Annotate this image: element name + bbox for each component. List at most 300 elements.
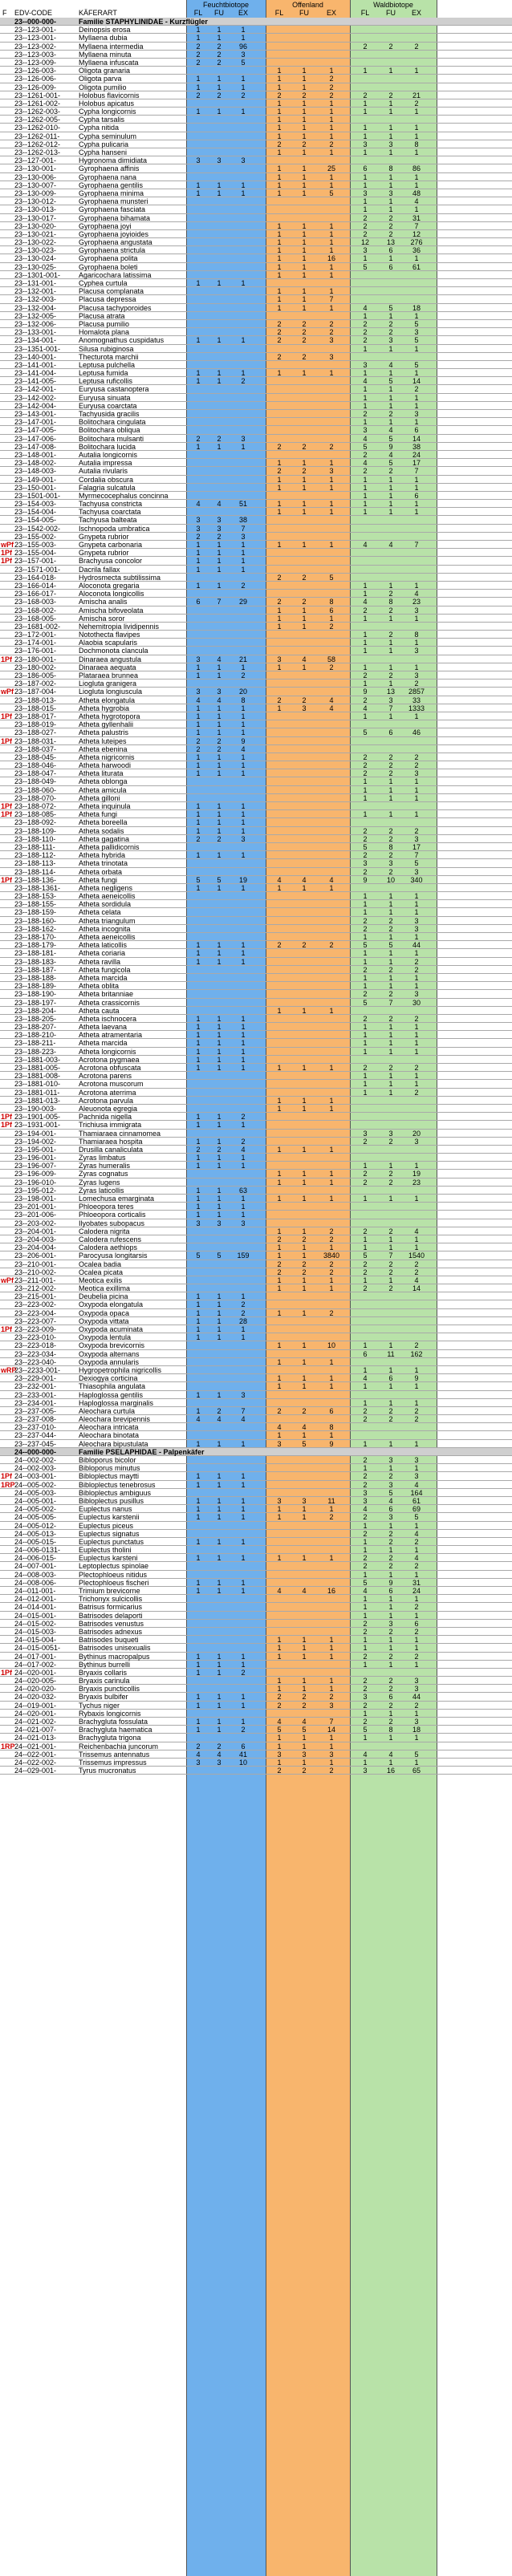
count-cell: 2 [388, 1268, 393, 1276]
table-row [0, 140, 512, 148]
count-cell: 2 [363, 1627, 368, 1636]
count-cell: 65 [412, 1767, 421, 1775]
count-cell: 4 [363, 1374, 368, 1383]
count-cell: 2 [363, 1178, 368, 1187]
edv-code: 23--1881-011- [14, 1088, 60, 1097]
count-cell: 2 [388, 590, 393, 598]
species-name: Gyrophaena joyioides [79, 229, 149, 238]
count-cell: 1 [302, 1195, 307, 1203]
count-cell: 1 [414, 900, 419, 909]
status-flag: 1Pf [1, 875, 13, 884]
edv-code: 23--132-001- [14, 287, 57, 296]
species-name: Atheta cauta [79, 1006, 120, 1015]
table-row [0, 345, 512, 353]
count-cell: 1 [217, 442, 221, 451]
count-cell: 1 [302, 270, 307, 279]
count-cell: 1 [241, 369, 246, 378]
count-cell: 1 [363, 647, 368, 655]
count-cell: 1 [414, 1734, 419, 1742]
edv-code: 23--1542-002- [14, 524, 61, 533]
count-cell: 1 [414, 181, 419, 189]
count-cell: 2 [302, 1268, 307, 1276]
count-cell: 2 [388, 319, 393, 328]
count-cell: 2 [388, 606, 393, 615]
table-row [0, 728, 512, 736]
edv-code: 23--237-010- [14, 1423, 57, 1432]
edv-code: 24--021-001- [14, 1742, 57, 1750]
species-name: Brachygluta fossulata [79, 1718, 148, 1726]
count-cell: 1 [196, 1203, 201, 1211]
species-name: Drusilla canaliculata [79, 1145, 144, 1154]
count-cell: 6 [414, 1619, 419, 1628]
species-name: Oligota granaria [79, 67, 131, 75]
count-cell: 1 [363, 124, 368, 132]
edv-code: 24--005-003- [14, 1488, 57, 1497]
edv-code: 23--188-188- [14, 973, 57, 982]
count-cell: 1 [363, 1546, 368, 1555]
edv-code: 23--154-003- [14, 500, 57, 509]
count-cell: 3 [414, 1677, 419, 1686]
count-cell: 1 [196, 957, 201, 966]
count-cell: 2 [414, 1088, 419, 1097]
count-cell: 1 [302, 1276, 307, 1284]
count-cell: 1 [277, 1006, 282, 1015]
count-cell: 4 [241, 1145, 246, 1154]
edv-code: 24--002-003- [14, 1464, 57, 1473]
species-name: Reichenbachia juncorum [79, 1742, 159, 1750]
count-cell: 1 [414, 933, 419, 941]
count-cell: 1 [241, 761, 246, 770]
species-name: Alaobia scapularis [79, 639, 138, 647]
count-cell: 1 [363, 1570, 368, 1579]
count-cell: 1 [277, 1513, 282, 1522]
table-row [0, 1276, 512, 1284]
count-cell: 1 [414, 1039, 419, 1048]
edv-code: 24--022-002- [14, 1758, 57, 1767]
species-name: Pachnida nigella [79, 1113, 132, 1122]
count-cell: 29 [238, 598, 247, 606]
species-name: Bibloplectus ambiguus [79, 1488, 152, 1497]
count-cell: 1 [241, 1055, 246, 1064]
count-cell: 1 [302, 238, 307, 247]
table-row [0, 761, 512, 769]
count-cell: 1 [302, 132, 307, 140]
species-name: Brachygluta haematica [79, 1726, 152, 1734]
species-name: Atheta harwoodi [79, 761, 132, 770]
table-row [0, 925, 512, 933]
count-cell: 1 [217, 34, 221, 43]
edv-code: 23--130-020- [14, 221, 57, 230]
edv-code: 23--188-211- [14, 1039, 56, 1048]
table-row [0, 83, 512, 91]
count-cell: 1 [414, 344, 419, 353]
species-name: Plectophloeus nitidus [79, 1570, 148, 1579]
count-cell: 24 [412, 450, 421, 459]
edv-code: 23--130-021- [14, 229, 57, 238]
count-cell: 2 [388, 410, 393, 418]
count-cell: 4 [388, 360, 393, 369]
count-cell: 2 [241, 581, 246, 590]
count-cell: 1 [277, 287, 282, 296]
count-cell: 1 [196, 549, 201, 558]
species-name: Atheta fungi [79, 810, 118, 819]
species-name: Atheta oblonga [79, 777, 128, 786]
count-cell: 3 [241, 1390, 246, 1399]
species-name: Atheta trinotata [79, 859, 128, 868]
count-cell: 2 [363, 221, 368, 230]
count-cell: 1 [241, 1578, 246, 1587]
species-name: Aloconota longicollis [79, 590, 144, 598]
count-cell: 4 [277, 875, 282, 884]
edv-code: 23--188-183- [14, 957, 57, 966]
count-cell: 2 [363, 213, 368, 222]
species-name: Placusa depressa [79, 295, 136, 304]
table-row [0, 246, 512, 254]
count-cell: 2 [414, 753, 419, 761]
table-row [0, 59, 512, 67]
table-row [0, 704, 512, 712]
edv-code: 23--172-001- [14, 631, 57, 639]
count-cell: 1 [388, 393, 393, 402]
count-cell: 21 [238, 655, 247, 663]
count-cell: 2 [277, 352, 282, 361]
count-cell: 5 [217, 875, 221, 884]
table-row [0, 745, 512, 753]
edv-code: 23--148-001- [14, 450, 57, 459]
count-cell: 1 [388, 1047, 393, 1056]
group-header-waldbiotope: Waldbiotope [373, 1, 413, 9]
count-cell: 9 [414, 1374, 419, 1383]
count-cell: 1 [388, 369, 393, 378]
count-cell: 1 [217, 369, 221, 378]
count-cell: 1 [302, 303, 307, 312]
count-cell: 5 [388, 459, 393, 468]
count-cell: 1 [388, 1660, 393, 1669]
count-cell: 7 [241, 524, 246, 533]
count-cell: 2 [388, 965, 393, 974]
count-cell: 1 [363, 777, 368, 786]
species-name: Tachyusa constricta [79, 500, 143, 509]
count-cell: 1 [363, 205, 368, 214]
species-name: Placusa complanata [79, 287, 144, 296]
species-name: Gyrophaena angustata [79, 238, 152, 247]
edv-code: 23--188-1361- [14, 883, 61, 892]
count-cell: 1 [302, 1227, 307, 1235]
count-cell: 1 [277, 1064, 282, 1072]
table-row [0, 492, 512, 500]
count-cell: 2 [241, 1308, 246, 1317]
edv-code: 23--188-111- [14, 842, 55, 851]
count-cell: 1 [241, 810, 246, 819]
count-cell: 31 [412, 213, 421, 222]
count-cell: 3 [414, 671, 419, 679]
count-cell: 1 [217, 1211, 221, 1219]
count-cell: 1 [196, 83, 201, 91]
count-cell: 1 [217, 1308, 221, 1317]
count-cell: 1 [388, 957, 393, 966]
table-row [0, 1317, 512, 1325]
count-cell: 1 [329, 108, 334, 116]
species-name: Liogluta longiuscula [79, 688, 143, 696]
edv-code: 24--021-013- [14, 1734, 57, 1742]
count-cell: 1 [414, 483, 419, 492]
count-cell: 6 [329, 1406, 334, 1415]
subheader-ex: EX [238, 9, 248, 17]
count-cell: 1 [414, 973, 419, 982]
count-cell: 3 [196, 516, 201, 525]
table-row [0, 966, 512, 974]
table-row [0, 377, 512, 385]
count-cell: 2 [363, 1513, 368, 1522]
table-row [0, 1653, 512, 1661]
edv-code: 23--168-005- [14, 614, 57, 623]
count-cell: 2 [196, 42, 201, 51]
count-cell: 1 [329, 1677, 334, 1686]
species-name: Euplectus nanus [79, 1505, 132, 1514]
count-cell: 2 [414, 1415, 419, 1424]
table-row [0, 949, 512, 957]
count-cell: 1 [277, 221, 282, 230]
count-cell: 1 [363, 1758, 368, 1767]
count-cell: 3 [414, 1137, 419, 1146]
count-cell: 1 [217, 1660, 221, 1669]
species-name: Atheta laticollis [79, 941, 128, 950]
edv-code: 23--234-001- [14, 1398, 57, 1407]
count-cell: 6 [414, 491, 419, 500]
count-cell: 1 [363, 1080, 368, 1089]
count-cell: 1 [277, 99, 282, 108]
count-cell: 1 [414, 1644, 419, 1653]
count-cell: 4 [363, 541, 368, 549]
count-cell: 1 [302, 221, 307, 230]
count-cell: 1 [329, 1006, 334, 1015]
count-cell: 1 [302, 883, 307, 892]
count-cell: 2 [363, 761, 368, 770]
table-row [0, 1366, 512, 1374]
count-cell: 1 [277, 1195, 282, 1203]
count-cell: 1 [329, 614, 334, 623]
count-cell: 1 [329, 500, 334, 509]
count-cell: 1 [217, 1055, 221, 1064]
count-cell: 2 [277, 91, 282, 99]
count-cell: 1 [196, 671, 201, 679]
count-cell: 1 [217, 1113, 221, 1122]
count-cell: 1 [363, 1235, 368, 1243]
count-cell: 1 [196, 1162, 201, 1170]
table-row [0, 467, 512, 475]
count-cell: 3 [241, 156, 246, 165]
count-cell: 1 [217, 761, 221, 770]
count-cell: 51 [238, 500, 247, 509]
count-cell: 2 [363, 336, 368, 345]
edv-code: 23--147-005- [14, 426, 57, 435]
count-cell: 3 [388, 1513, 393, 1522]
edv-code: 23--215-001- [14, 1292, 57, 1301]
count-cell: 1 [217, 181, 221, 189]
table-row [0, 1693, 512, 1701]
count-cell: 2 [196, 434, 201, 443]
count-cell: 44 [412, 1693, 421, 1702]
count-cell: 1 [414, 369, 419, 378]
count-cell: 2 [302, 1693, 307, 1702]
count-cell: 6 [388, 728, 393, 737]
count-cell: 1 [388, 344, 393, 353]
count-cell: 41 [238, 1750, 247, 1759]
count-cell: 1 [302, 108, 307, 116]
count-cell: 5 [388, 377, 393, 386]
species-name: Oxypoda alternans [79, 1349, 140, 1358]
count-cell: 1 [329, 508, 334, 517]
count-cell: 1 [241, 549, 246, 558]
species-name: Atheta incognita [79, 924, 131, 933]
edv-code: 23--130-007- [14, 181, 57, 189]
count-cell: 5 [217, 1251, 221, 1260]
species-name: Atheta sordidula [79, 900, 132, 909]
count-cell: 1 [196, 442, 201, 451]
count-cell: 1 [329, 883, 334, 892]
count-cell: 1 [302, 246, 307, 255]
species-name: Atheta celata [79, 908, 121, 917]
species-name: Gyrophaena munsteri [79, 197, 148, 206]
edv-code: 23--142-001- [14, 385, 57, 394]
edv-code: 23--132-006- [14, 319, 57, 328]
status-flag: wPf [1, 688, 14, 696]
species-name: Parocyusa longitarsis [79, 1251, 148, 1260]
species-name: Tachyusida gracilis [79, 410, 140, 418]
count-cell: 1 [329, 1644, 334, 1653]
count-cell: 1 [414, 172, 419, 181]
count-cell: 1 [241, 1496, 246, 1505]
count-cell: 5 [414, 336, 419, 345]
count-cell: 2 [388, 769, 393, 778]
count-cell: 2 [277, 941, 282, 950]
count-cell: 2 [196, 50, 201, 59]
count-cell: 1 [329, 1652, 334, 1661]
edv-code: 23--188-153- [14, 892, 57, 901]
count-cell: 2 [414, 1268, 419, 1276]
edv-code: 24--019-001- [14, 1701, 57, 1710]
count-cell: 10 [386, 875, 395, 884]
table-row [0, 222, 512, 230]
table-row [0, 802, 512, 810]
edv-code: 23--166-014- [14, 581, 57, 590]
count-cell: 1 [302, 99, 307, 108]
count-cell: 16 [327, 1587, 335, 1595]
species-name: Leptoplectus spinolae [79, 1562, 149, 1571]
count-cell: 1 [302, 67, 307, 75]
table-row [0, 304, 512, 312]
count-cell: 1 [217, 1668, 221, 1677]
count-cell: 1 [196, 728, 201, 737]
edv-code: 23--155-004- [14, 549, 57, 558]
count-cell: 4 [217, 1750, 221, 1759]
count-cell: 3 [414, 1456, 419, 1464]
count-cell: 1 [277, 1357, 282, 1366]
species-name: Aleochara curtula [79, 1406, 136, 1415]
count-cell: 2 [302, 140, 307, 148]
count-cell: 3 [388, 1619, 393, 1628]
table-row [0, 810, 512, 818]
count-cell: 4 [217, 500, 221, 509]
count-cell: 1 [241, 34, 246, 43]
count-cell: 1 [217, 883, 221, 892]
table-row [0, 786, 512, 794]
edv-code: 23--130-006- [14, 172, 57, 181]
table-row [0, 1105, 512, 1113]
table-row [0, 1750, 512, 1759]
count-cell: 2 [329, 622, 334, 631]
species-name: Silusa rubiginosa [79, 344, 134, 353]
edv-code: 23--188-205- [14, 1014, 57, 1023]
edv-code: 24--005-001- [14, 1496, 57, 1505]
count-cell: 1 [363, 1521, 368, 1530]
count-cell: 1 [329, 1636, 334, 1645]
count-cell: 1 [196, 1578, 201, 1587]
count-cell: 2 [302, 352, 307, 361]
count-cell: 1 [196, 1439, 201, 1448]
table-row [0, 1554, 512, 1562]
edv-code: 23--188-189- [14, 982, 57, 991]
count-cell: 1 [196, 279, 201, 287]
count-cell: 1 [414, 254, 419, 263]
species-name: Lomechusa emarginata [79, 1195, 155, 1203]
table-row [0, 271, 512, 279]
count-cell: 38 [238, 516, 247, 525]
count-cell: 1 [329, 238, 334, 247]
species-name: Atheta crassicornis [79, 998, 140, 1007]
edv-code: 23--195-012- [14, 1186, 57, 1195]
count-cell: 9 [388, 1578, 393, 1587]
edv-code: 23--154-004- [14, 508, 57, 517]
species-name: Atheta atramentaria [79, 1031, 143, 1040]
species-name: Trichonyx sulcicollis [79, 1595, 143, 1604]
count-cell: 1 [302, 1677, 307, 1686]
count-cell: 2 [329, 442, 334, 451]
count-cell: 1 [302, 1178, 307, 1187]
count-cell: 2 [363, 834, 368, 843]
table-row [0, 435, 512, 443]
species-name: Hygropetrophila nigricollis [79, 1365, 162, 1374]
edv-code: 24--005-013- [14, 1529, 57, 1538]
edv-code: 23--168-003- [14, 598, 57, 606]
count-cell: 8 [388, 164, 393, 173]
count-cell: 1 [363, 1644, 368, 1653]
count-cell: 1 [277, 238, 282, 247]
table-row [0, 1513, 512, 1521]
count-cell: 1 [363, 793, 368, 802]
edv-code: 23--187-004- [14, 688, 57, 696]
count-cell: 1 [241, 1014, 246, 1023]
count-cell: 2 [363, 1652, 368, 1661]
count-cell: 5 [363, 941, 368, 950]
count-cell: 1 [217, 663, 221, 671]
table-row [0, 1620, 512, 1628]
count-cell: 2 [388, 1554, 393, 1563]
count-cell: 2 [388, 1170, 393, 1178]
count-cell: 1 [329, 67, 334, 75]
count-cell: 4 [414, 1529, 419, 1538]
count-cell: 2 [363, 91, 368, 99]
count-cell: 2 [277, 336, 282, 345]
species-name: Atheta triangulum [79, 916, 136, 925]
count-cell: 3 [196, 655, 201, 663]
table-row [0, 1374, 512, 1382]
table-row [0, 1195, 512, 1203]
edv-code: 24--015-004- [14, 1636, 57, 1645]
count-cell: 8 [414, 631, 419, 639]
species-name: Placusa tachyporoides [79, 303, 152, 312]
edv-code: 23--204-004- [14, 1243, 57, 1252]
